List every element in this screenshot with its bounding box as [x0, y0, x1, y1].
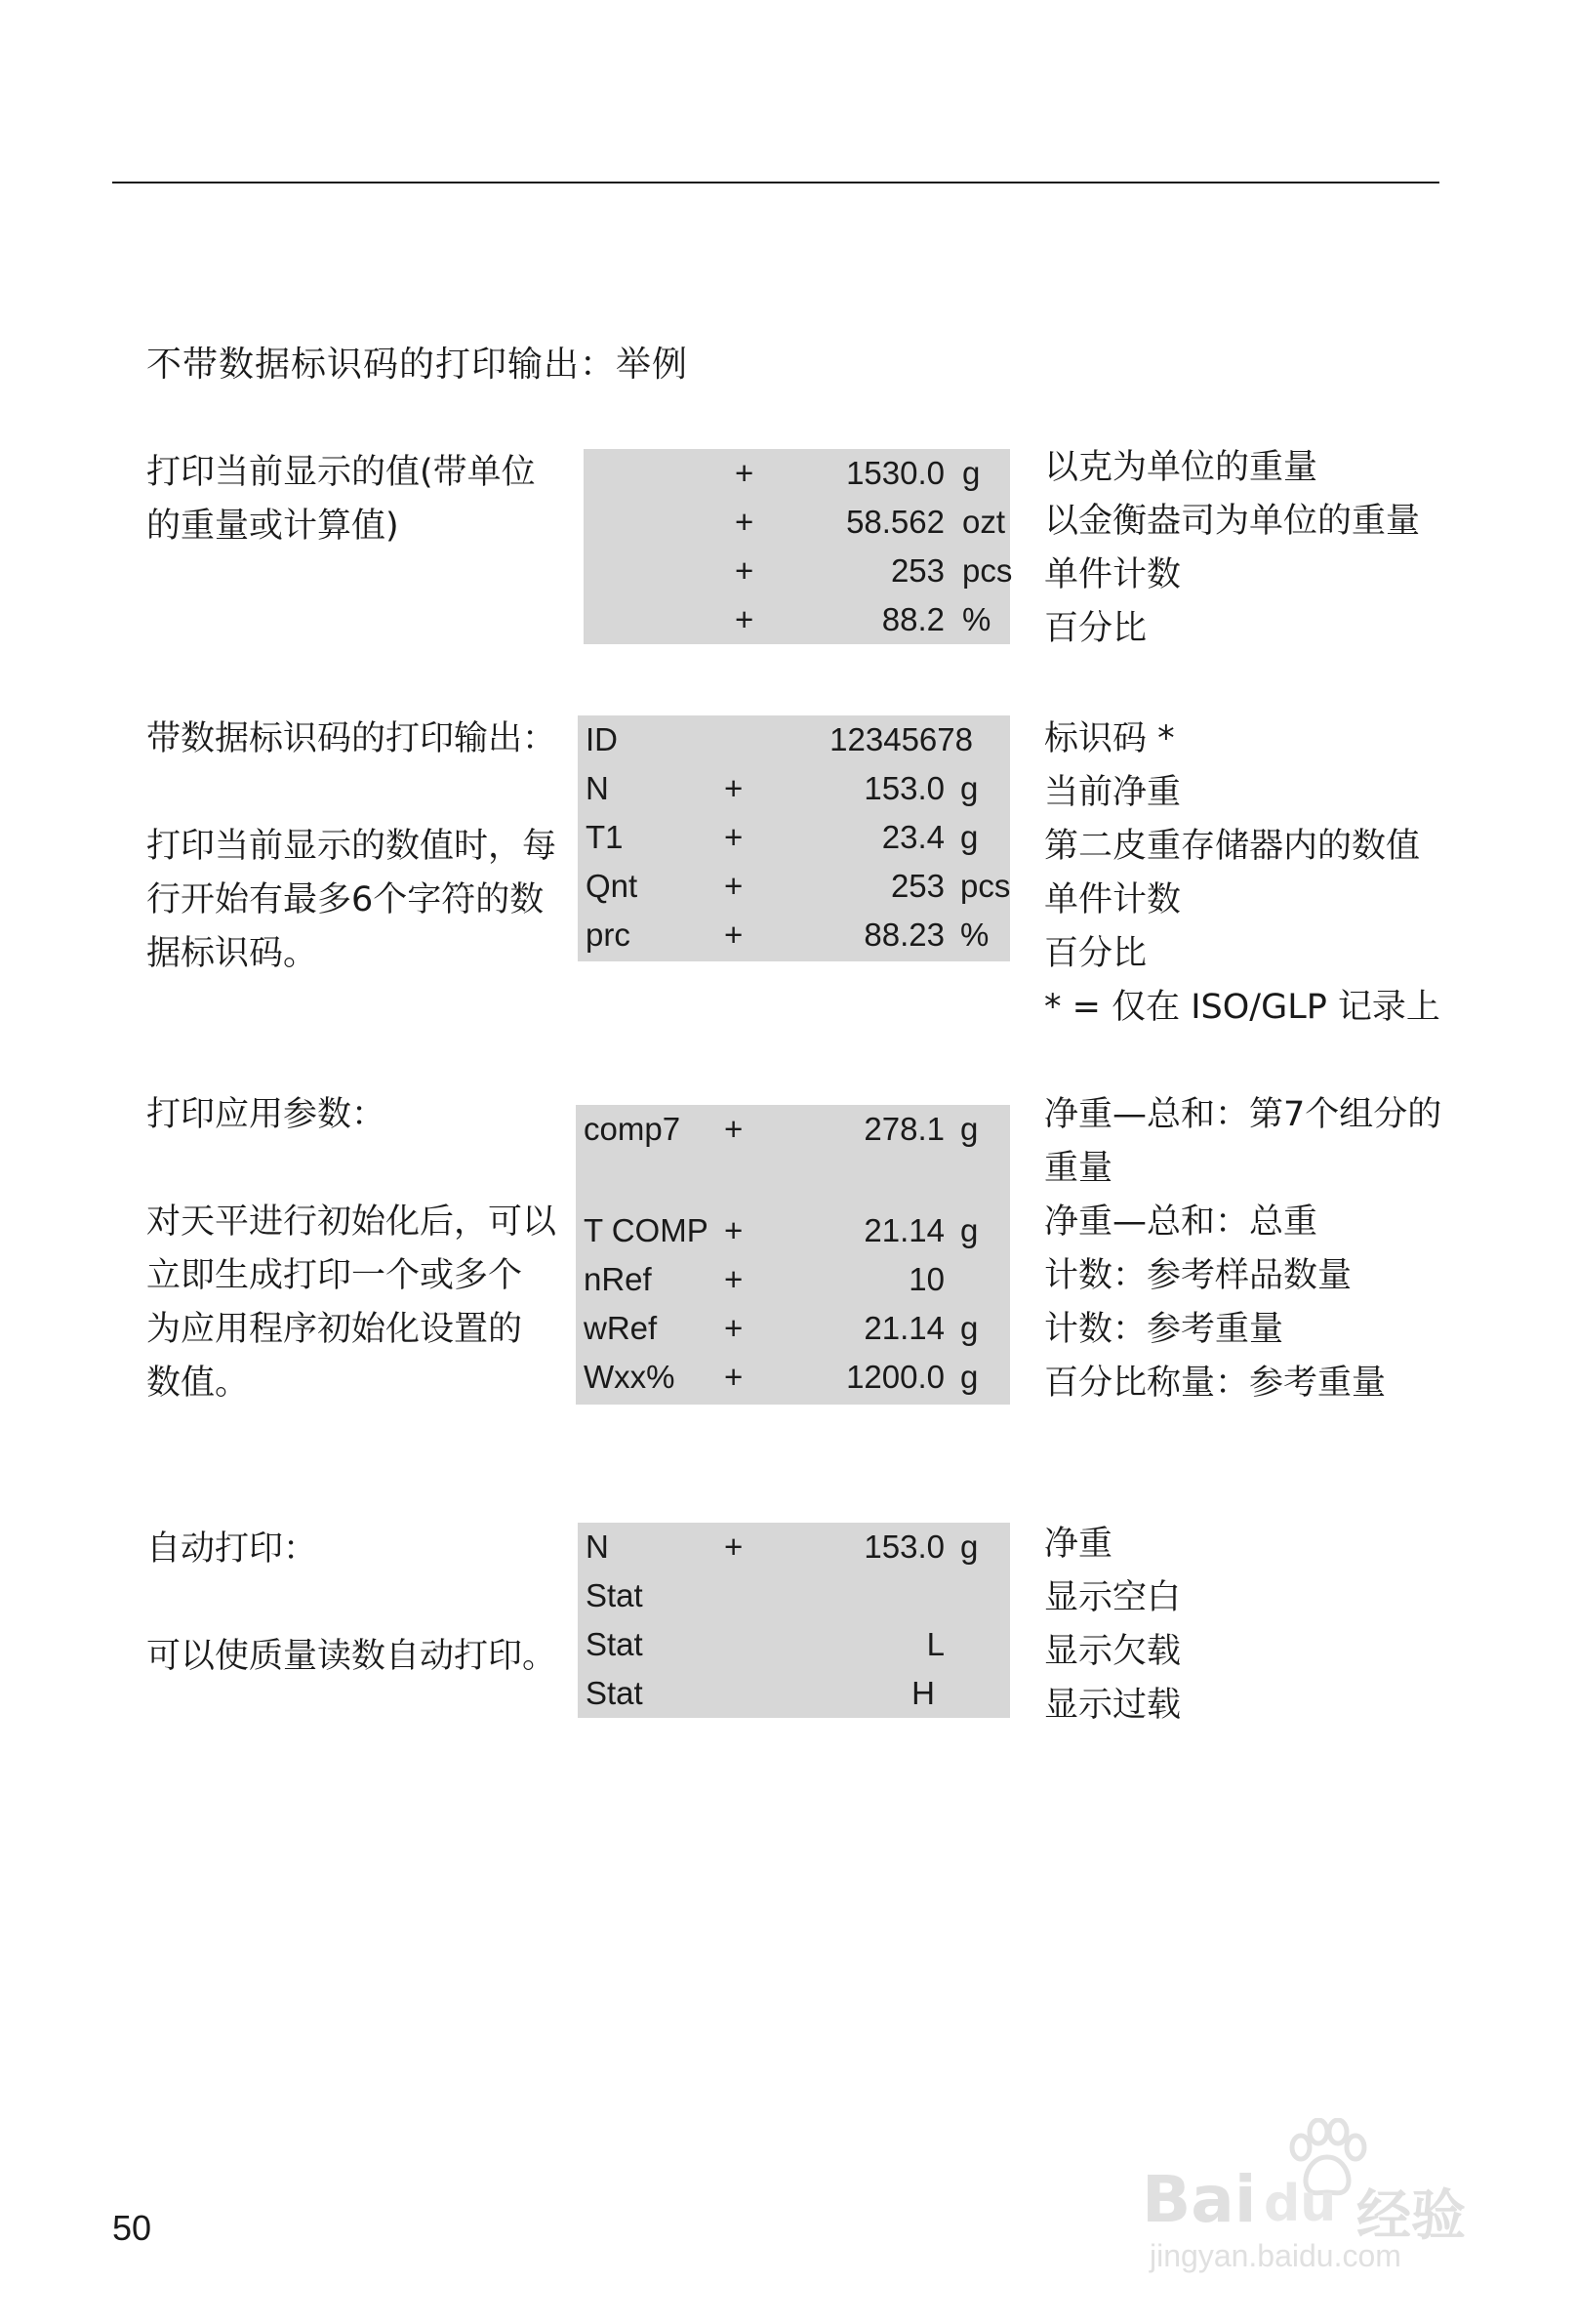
identifier: Stat: [586, 1626, 643, 1662]
printout-row: [584, 547, 1013, 595]
value: 58.562: [846, 504, 945, 540]
explanation: 标识码 *: [1044, 719, 1175, 758]
explanation: 显示空白: [1044, 1578, 1182, 1617]
printout-row: [576, 1105, 1010, 1154]
identifier: ID: [586, 721, 618, 757]
explanation: 计数：参考样品数量: [1044, 1256, 1353, 1295]
section2-line-1: [146, 766, 556, 820]
printout-row: [584, 449, 1010, 498]
unit: g: [960, 1111, 979, 1147]
printout-row: [576, 1304, 1010, 1353]
sign: +: [735, 601, 754, 637]
sign: +: [724, 1212, 744, 1248]
unit: ozt: [962, 504, 1006, 540]
unit: g: [960, 1310, 979, 1346]
sign: +: [735, 552, 754, 589]
explanation: 显示过载: [1044, 1686, 1182, 1725]
explanation: 当前净重: [1044, 773, 1182, 812]
unit: g: [960, 1359, 979, 1395]
value: 253: [890, 552, 945, 589]
footnote: * = 仅在 ISO/GLP 记录上: [1044, 988, 1440, 1027]
top-rule: [112, 182, 1439, 183]
explanation: 百分比称量：参考重量: [1044, 1364, 1387, 1403]
section1-explanations: [1044, 441, 1420, 656]
identifier: Wxx%: [584, 1359, 675, 1395]
sign: +: [724, 770, 744, 806]
printout-row: [578, 764, 1010, 813]
explanation: 百分比: [1044, 934, 1148, 973]
unit: pcs: [962, 552, 1013, 589]
explanation: 单件计数: [1044, 555, 1182, 594]
unit: %: [962, 601, 991, 637]
value: 21.14: [864, 1310, 945, 1346]
unit: %: [960, 917, 990, 953]
section4-description: [146, 1523, 556, 1684]
section3-line-2: 对天平进行初始化后，可以: [146, 1203, 557, 1242]
explanation: 重量: [1044, 1149, 1113, 1188]
sign: +: [724, 819, 744, 855]
identifier: Stat: [586, 1675, 643, 1711]
sign: +: [724, 1310, 744, 1346]
value: 10: [909, 1261, 945, 1297]
section4-line-2: 可以使质量读数自动打印。: [146, 1637, 557, 1676]
printout-row: [578, 1523, 1010, 1571]
section2-line-2: 打印当前显示的数值时，每: [146, 827, 557, 866]
unit: g: [960, 1529, 979, 1565]
identifier: N: [586, 770, 609, 806]
identifier: N: [586, 1529, 609, 1565]
section3-line-4: 为应用程序初始化设置的: [146, 1310, 523, 1349]
identifier: Stat: [586, 1577, 643, 1613]
explanation: 净重—总和：第7个组分的: [1044, 1095, 1442, 1134]
value: 278.1: [864, 1111, 945, 1147]
section1-description: [146, 446, 536, 553]
unit: g: [962, 455, 981, 491]
sign: +: [724, 917, 744, 953]
printout-row: [576, 1255, 1010, 1304]
value: 12345678: [829, 721, 973, 757]
explanation: 以金衡盎司为单位的重量: [1044, 502, 1421, 541]
page-heading: 不带数据标识码的打印输出：举例: [146, 345, 689, 385]
value: 23.4: [881, 819, 945, 855]
explanation: 显示欠载: [1044, 1632, 1182, 1671]
explanation: 第二皮重存储器内的数值: [1044, 827, 1421, 866]
printout-row: [576, 1206, 1010, 1255]
watermark-brand-b: du: [1264, 2175, 1337, 2233]
identifier: Qnt: [586, 868, 638, 904]
printout-box-4: [578, 1523, 1010, 1718]
explanation: 以克为单位的重量: [1044, 448, 1318, 487]
baidu-watermark: [1142, 2118, 1532, 2289]
value: 88.23: [864, 917, 945, 953]
printout-row: [578, 1669, 1010, 1718]
sign: +: [735, 504, 754, 540]
watermark-brand-c: 经验: [1356, 2184, 1466, 2248]
value: 88.2: [881, 601, 945, 637]
explanation: 净重—总和：总重: [1044, 1203, 1318, 1242]
printout-box-2: [578, 715, 1010, 961]
value: H: [911, 1675, 935, 1711]
identifier: prc: [586, 917, 630, 953]
section3-line-5: 数值。: [146, 1364, 250, 1403]
section2-explanations: [1044, 713, 1440, 1035]
explanation: 百分比: [1044, 609, 1148, 648]
printout-row: [584, 498, 1010, 547]
value: 21.14: [864, 1212, 945, 1248]
printout-row: [578, 1571, 1010, 1620]
explanation: 净重: [1044, 1525, 1113, 1564]
page-number: 50: [112, 2208, 152, 2248]
section2-line-0: 带数据标识码的打印输出：: [146, 719, 557, 758]
value: 1200.0: [846, 1359, 945, 1395]
printout-row: [576, 1353, 1010, 1402]
section2-description: [146, 713, 556, 981]
identifier: T COMP: [584, 1212, 708, 1248]
printout-row: [584, 595, 1010, 644]
section3-description: [146, 1088, 556, 1410]
section1-line-1: 的重量或计算值): [146, 507, 399, 546]
unit: pcs: [960, 868, 1011, 904]
explanation: 单件计数: [1044, 880, 1182, 919]
identifier: comp7: [584, 1111, 681, 1147]
printout-row: [578, 813, 1010, 862]
section3-line-1: [146, 1142, 556, 1196]
printout-row: [578, 1620, 1010, 1669]
identifier: T1: [586, 819, 624, 855]
value: 1530.0: [846, 455, 945, 491]
unit: g: [960, 819, 979, 855]
printout-row: [578, 862, 1010, 911]
printout-box-3: [576, 1105, 1010, 1405]
watermark-brand-a: Bai: [1142, 2162, 1257, 2237]
sign: +: [724, 868, 744, 904]
sign: +: [724, 1529, 744, 1565]
sign: +: [724, 1111, 744, 1147]
section3-line-3: 立即生成打印一个或多个: [146, 1256, 523, 1295]
printout-box-1: [584, 449, 1013, 644]
printout-row: [578, 715, 1010, 764]
unit: g: [960, 1212, 979, 1248]
sign: +: [724, 1261, 744, 1297]
value: L: [926, 1626, 945, 1662]
explanation: 计数：参考重量: [1044, 1310, 1284, 1349]
identifier: wRef: [584, 1310, 658, 1346]
identifier: nRef: [584, 1261, 652, 1297]
section1-line-0: 打印当前显示的值(带单位: [146, 453, 536, 492]
value: 253: [890, 868, 945, 904]
section4-line-1: [146, 1576, 556, 1630]
sign: +: [724, 1359, 744, 1395]
value: 153.0: [864, 770, 945, 806]
printout-row: [578, 911, 1010, 959]
section3-explanations: [1044, 1088, 1441, 1410]
value: 153.0: [864, 1529, 945, 1565]
watermark-url: jingyan.baidu.com: [1150, 2238, 1401, 2273]
printout-row: [576, 1156, 1010, 1204]
section3-line-0: 打印应用参数：: [146, 1095, 386, 1134]
section2-line-4: 据标识码。: [146, 934, 318, 973]
unit: g: [960, 770, 979, 806]
section4-explanations: [1044, 1518, 1181, 1733]
section4-line-0: 自动打印：: [146, 1529, 318, 1569]
section2-line-3: 行开始有最多6个字符的数: [146, 880, 545, 919]
sign: +: [735, 455, 754, 491]
